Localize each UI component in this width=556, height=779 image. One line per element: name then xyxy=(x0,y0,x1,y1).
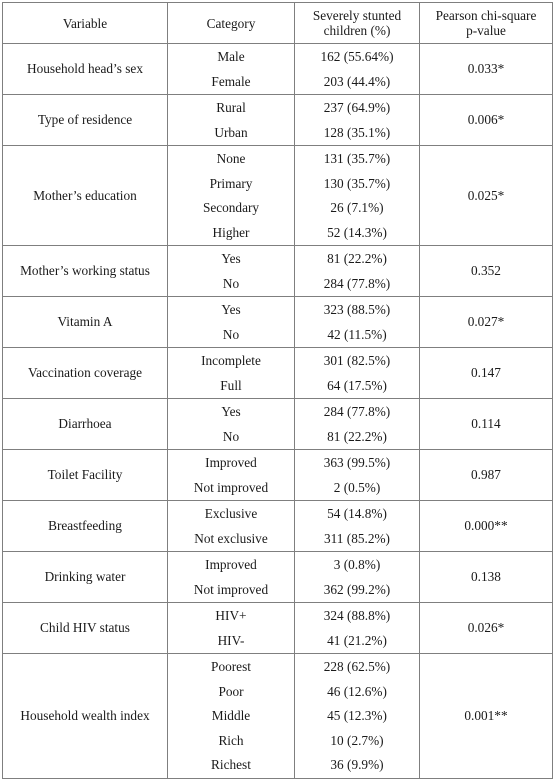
table-row xyxy=(3,399,553,450)
table-row xyxy=(3,95,553,146)
count-cell xyxy=(295,348,420,399)
count-item: 10 (2.7%) xyxy=(330,732,384,748)
count-item: 363 (99.5%) xyxy=(323,455,391,470)
variable-cell: Vaccination coverage xyxy=(3,348,168,399)
category-item: Exclusive xyxy=(204,506,258,521)
variable-cell: Type of residence xyxy=(3,95,168,146)
category-cell xyxy=(168,44,295,95)
category-item: Poorest xyxy=(211,659,251,674)
pvalue-cell: 0.001** xyxy=(420,654,553,779)
pvalue-cell: 0.025* xyxy=(420,146,553,246)
count-item: 45 (12.3%) xyxy=(327,708,387,723)
pvalue-cell: 0.026* xyxy=(420,603,553,654)
count-cell xyxy=(295,246,420,297)
variable-cell: Child HIV status xyxy=(3,603,168,654)
category-cell xyxy=(168,146,295,246)
category-cell xyxy=(168,399,295,450)
variable-cell: Mother’s education xyxy=(3,146,168,246)
table-row xyxy=(3,44,553,95)
count-item: 81 (22.2%) xyxy=(327,428,387,444)
table-row xyxy=(3,246,553,297)
pvalue-cell: 0.352 xyxy=(420,246,553,297)
variable-cell: Mother’s working status xyxy=(3,246,168,297)
count-cell xyxy=(295,501,420,552)
variable-cell: Vitamin A xyxy=(3,297,168,348)
category-item: Not exclusive xyxy=(194,530,268,546)
table-row xyxy=(3,603,553,654)
variable-cell: Household wealth index xyxy=(3,654,168,779)
count-item: 131 (35.7%) xyxy=(323,151,391,166)
count-item: 3 (0.8%) xyxy=(333,557,381,572)
category-item: Middle xyxy=(211,708,251,723)
count-cell xyxy=(295,654,420,779)
category-item: HIV- xyxy=(217,632,245,648)
category-item: No xyxy=(222,428,240,444)
category-item: Secondary xyxy=(202,200,260,215)
count-item: 162 (55.64%) xyxy=(320,49,394,64)
category-item: Yes xyxy=(221,404,241,419)
count-item: 301 (82.5%) xyxy=(323,353,391,368)
pvalue-cell: 0.000** xyxy=(420,501,553,552)
table-row xyxy=(3,146,553,246)
count-item: 203 (44.4%) xyxy=(323,73,391,89)
category-item: Not improved xyxy=(193,479,269,495)
category-item: Yes xyxy=(221,251,241,266)
count-item: 81 (22.2%) xyxy=(327,251,387,266)
count-item: 64 (17.5%) xyxy=(327,377,387,393)
table-header xyxy=(3,3,553,44)
category-cell xyxy=(168,95,295,146)
count-item: 284 (77.8%) xyxy=(323,275,391,291)
category-item: Incomplete xyxy=(201,353,261,368)
count-item: 42 (11.5%) xyxy=(327,326,387,342)
header-pvalue xyxy=(420,3,553,44)
count-item: 324 (88.8%) xyxy=(323,608,391,623)
category-cell xyxy=(168,654,295,779)
pvalue-cell: 0.114 xyxy=(420,399,553,450)
category-item: Richest xyxy=(211,757,251,772)
count-item: 2 (0.5%) xyxy=(333,479,381,495)
count-item: 41 (21.2%) xyxy=(327,632,387,648)
header-row xyxy=(3,3,553,44)
count-item: 54 (14.8%) xyxy=(327,506,387,521)
count-item: 52 (14.3%) xyxy=(327,224,387,240)
category-cell xyxy=(168,246,295,297)
count-item: 311 (85.2%) xyxy=(324,530,390,546)
count-cell xyxy=(295,603,420,654)
count-item: 128 (35.1%) xyxy=(323,124,391,140)
count-item: 46 (12.6%) xyxy=(327,683,387,699)
count-cell xyxy=(295,95,420,146)
category-item: Poor xyxy=(218,683,244,699)
category-item: HIV+ xyxy=(215,608,247,623)
count-item: 36 (9.9%) xyxy=(330,757,384,772)
variable-cell: Diarrhoea xyxy=(3,399,168,450)
category-cell xyxy=(168,552,295,603)
header-pvalue-label: Pearson chi-square p-value xyxy=(435,8,537,38)
category-item: No xyxy=(222,275,240,291)
category-cell xyxy=(168,348,295,399)
variable-cell: Drinking water xyxy=(3,552,168,603)
variable-cell: Household head’s sex xyxy=(3,44,168,95)
count-item: 323 (88.5%) xyxy=(323,302,391,317)
count-item: 284 (77.8%) xyxy=(323,404,391,419)
count-item: 362 (99.2%) xyxy=(323,581,391,597)
category-item: Improved xyxy=(205,455,257,470)
table-row xyxy=(3,348,553,399)
header-count-label: Severely stunted children (%) xyxy=(312,8,402,38)
header-category: Category xyxy=(168,3,295,44)
count-item: 237 (64.9%) xyxy=(323,100,391,115)
pvalue-cell: 0.138 xyxy=(420,552,553,603)
table-row xyxy=(3,654,553,779)
pvalue-cell: 0.147 xyxy=(420,348,553,399)
pvalue-cell: 0.027* xyxy=(420,297,553,348)
count-item: 130 (35.7%) xyxy=(323,175,391,191)
category-cell xyxy=(168,603,295,654)
count-cell xyxy=(295,450,420,501)
count-cell xyxy=(295,146,420,246)
pvalue-cell: 0.006* xyxy=(420,95,553,146)
category-item: Higher xyxy=(212,224,250,240)
count-cell xyxy=(295,44,420,95)
category-item: No xyxy=(222,326,240,342)
table-row xyxy=(3,552,553,603)
category-item: Full xyxy=(220,377,242,393)
category-item: Male xyxy=(217,49,245,64)
table-body xyxy=(3,44,553,779)
count-cell xyxy=(295,297,420,348)
count-cell xyxy=(295,552,420,603)
header-count xyxy=(295,3,420,44)
count-item: 26 (7.1%) xyxy=(330,200,384,215)
category-item: Rich xyxy=(218,732,244,748)
category-item: Urban xyxy=(214,124,248,140)
pvalue-cell: 0.033* xyxy=(420,44,553,95)
pvalue-cell: 0.987 xyxy=(420,450,553,501)
count-cell xyxy=(295,399,420,450)
category-cell xyxy=(168,450,295,501)
category-item: Female xyxy=(211,73,251,89)
stunting-results-table xyxy=(2,2,553,779)
category-item: Rural xyxy=(216,100,246,115)
category-item: None xyxy=(216,151,246,166)
category-item: Yes xyxy=(221,302,241,317)
count-item: 228 (62.5%) xyxy=(323,659,391,674)
table-row xyxy=(3,501,553,552)
category-item: Not improved xyxy=(193,581,269,597)
table-row xyxy=(3,297,553,348)
category-item: Primary xyxy=(209,175,253,191)
variable-cell: Breastfeeding xyxy=(3,501,168,552)
table-row xyxy=(3,450,553,501)
category-cell xyxy=(168,501,295,552)
variable-cell: Toilet Facility xyxy=(3,450,168,501)
category-cell xyxy=(168,297,295,348)
category-item: Improved xyxy=(205,557,257,572)
header-variable: Variable xyxy=(3,3,168,44)
